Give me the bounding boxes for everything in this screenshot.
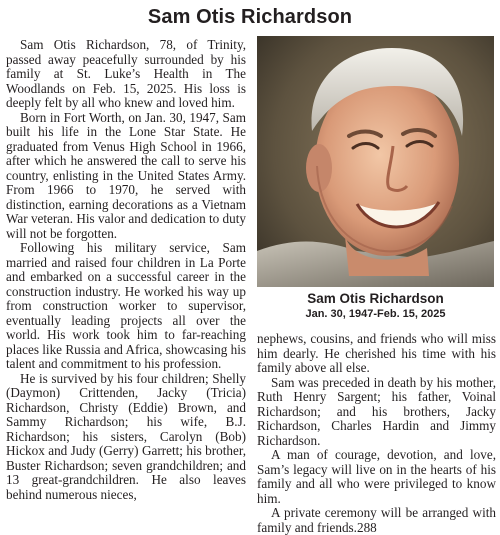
obituary-paragraph-7: A private ceremony will be arranged with family and friends.288	[257, 505, 496, 535]
obituary-right-column	[257, 332, 496, 535]
obituary-title: Sam Otis Richardson	[147, 6, 353, 28]
obituary-paragraph-6: A man of courage, devotion, and love, Sam’s legacy will live on in the hearts of his family and all who were privileged to know him.	[257, 447, 496, 506]
photo-caption	[257, 291, 494, 321]
obituary-paragraph-3: Following his military service, Sam married and raised four children in La Porte and embarked on a successful career in the construction industry. He worked his way up from construction worker to supervisor, eventually leading projects all over the world. His work took him to far-reaching places like Russia and Africa, showcasing his talent and commitment to his profession.	[6, 240, 246, 371]
portrait-photo	[257, 36, 494, 287]
caption-dates: Jan. 30, 1947-Feb. 15, 2025	[305, 308, 446, 320]
obituary-left-column	[6, 38, 246, 502]
obituary-paragraph-1: Sam Otis Richardson, 78, of Trinity, passed away peacefully surrounded by his family at St. Luke’s Health in The Woodlands on Feb. 15, 2025. His loss is deeply felt by all who knew and loved him.	[6, 37, 246, 110]
caption-name: Sam Otis Richardson	[307, 291, 444, 306]
obituary-paragraph-4-continued: nephews, cousins, and friends who will miss him dearly. He cherished his time with his family above all else.	[257, 331, 496, 375]
portrait-illustration	[257, 36, 494, 287]
obituary-paragraph-4: He is survived by his four children; Shelly (Daymon) Crittenden, Jacky (Tricia) Richardson, Christy (Eddie) Brown, and Sammy Richardson; his wife, B.J. Richardson; his sisters, Carolyn (Bob) Hickox and Judy (Gerry) Garrett; his brother, Buster Richardson; seven grandchildren; and 13 great-grandchildren. He also leaves behind numerous nieces,	[6, 370, 246, 502]
obituary-paragraph-5: Sam was preceded in death by his mother, Ruth Henry Sargent; his father, Voinal Richardson; and his brothers, Jacky Richardson, Charles Hardin and Jimmy Richardson.	[257, 374, 496, 448]
obituary-paragraph-2: Born in Fort Worth, on Jan. 30, 1947, Sam built his life in the Lone Star State. He graduated from Venus High School in 1966, after which he answered the call to serve his country, enlisting in the United States Army. From 1966 to 1970, he served with distinction, earning decorations as a Vietnam War veteran. His valor and dedication to duty will not be forgotten.	[6, 109, 246, 241]
